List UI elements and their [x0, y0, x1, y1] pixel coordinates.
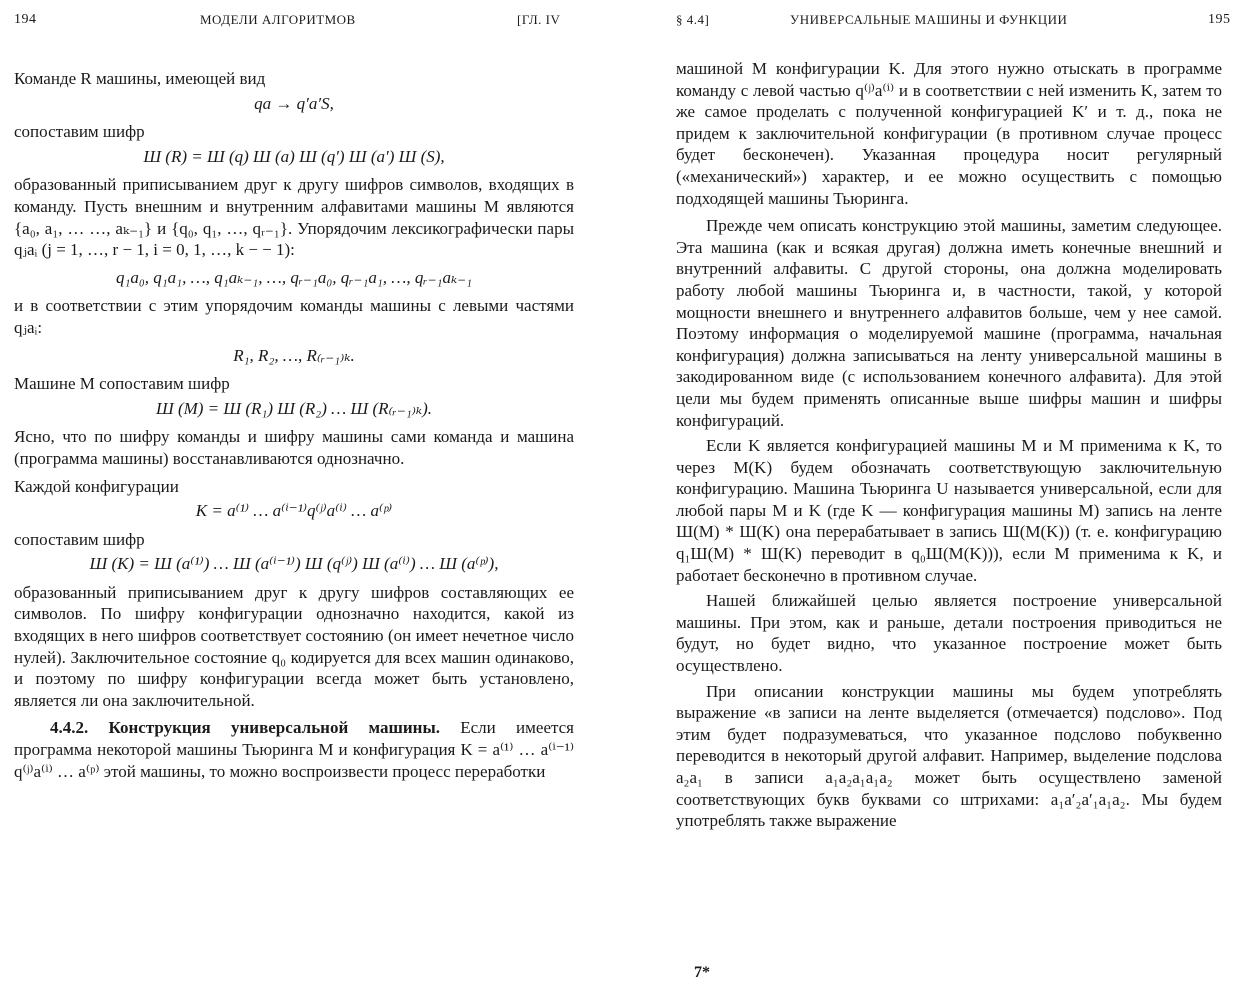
formula: R₁, R₂, …, R₍ᵣ₋₁₎ₖ.: [233, 345, 355, 365]
right-running-title: УНИВЕРСАЛЬНЫЕ МАШИНЫ И ФУНКЦИИ: [790, 12, 1068, 27]
left-page: [0, 0, 620, 988]
section-heading: 4.4.2. Конструкция универсальной машины.: [50, 718, 440, 738]
left-page-number: 194: [14, 12, 37, 27]
right-page-number: 195: [1208, 12, 1231, 27]
paragraph: сопоставим шифр: [14, 529, 145, 549]
formula: Ш (K) = Ш (a⁽¹⁾) … Ш (a⁽ⁱ⁻¹⁾) Ш (q⁽ʲ⁾) Ш (a⁽ⁱ⁾) … Ш (a⁽ᵖ⁾),: [89, 554, 499, 574]
paragraph: машиной M конфигурации K. Для этого нужно отыскать в программе команду с левой частью q⁽ʲ⁾a⁽ⁱ⁾ и в соответствии с ней изменить K, затем то же самое проделать с полученной конфигурацией K′ и т. д., пока не придем к заключительной конфигурации (в противном случае процесс будет бесконечен). Указанная процедура носит регулярный («механический») характер, и ее можно осуществить с помощью подходящей машины Тьюринга.: [676, 59, 1222, 208]
paragraph: Каждой конфигурации: [14, 476, 179, 496]
paragraph: Команде R машины, имеющей вид: [14, 69, 266, 88]
formula: K = a⁽¹⁾ … a⁽ⁱ⁻¹⁾q⁽ʲ⁾a⁽ⁱ⁾ … a⁽ᵖ⁾: [195, 501, 393, 521]
right-page: [628, 0, 1248, 988]
left-running-title: МОДЕЛИ АЛГОРИТМОВ: [200, 12, 356, 27]
paragraph: Если K является конфигурацией машины M и M применима к K, то через M(K) будем обозначать соответствующую заключительную конфигурацию. Машина Тьюринга U называется универсальной, если для любой пары M и K (где K — конфигурация машины M) запись на ленте Ш(M) * Ш(K) она перерабатывает в запись Ш(M(K)) (т. е. конфигурацию q₁Ш(M) * Ш(K) переводит в q₀Ш(M(K))), если M применима к K, и работает бесконечно в противном случае.: [676, 436, 1222, 585]
paragraph: Машине M сопоставим шифр: [14, 374, 230, 394]
section-paragraph: [14, 717, 574, 782]
paragraph: и в соответствии с этим упорядочим команды машины с левыми частями qⱼaᵢ:: [14, 296, 574, 337]
paragraph: Прежде чем описать конструкцию этой машины, заметим следующее. Эта машина (как и всякая другая) должна иметь конечные внешний и внутренний алфавиты. С другой стороны, она должна моделировать работу любой машины Тьюринга и, в частности, такой, у которой мощности внешнего и внутреннего алфавитов больше, чем у нее самой. Поэтому информация о моделируемой машине (программа, начальная конфигурация) должна записываться на ленту универсальной машины в закодированном виде (с использованием конечного алфавита). Для этой цели мы будем применять описанные выше шифры машин и шифры конфигураций.: [676, 216, 1222, 430]
section-text: Если имеется программа некоторой машины Тьюринга M и конфигурация K = a⁽¹⁾ … a⁽ⁱ⁻¹⁾q⁽ʲ⁾a⁽ⁱ⁾ … a⁽ᵖ⁾ этой машины, то можно воспроизвести процесс переработки: [14, 718, 574, 781]
paragraph: Ясно, что по шифру команды и шифру машины сами команда и машина (программа машины) восстанавливаются однозначно.: [14, 427, 574, 468]
left-page-body: [14, 68, 574, 786]
signature-mark: 7*: [694, 964, 710, 981]
paragraph: образованный приписыванием друг к другу шифров составляющих ее символов. По шифру конфигурации однозначно находится, какой из входящих в него шифров соответствует состоянию (он имеет нечетное число нулей). Заключительное состояние q₀ кодируется для всех машин одинаково, и поэтому по шифру конфигурации всегда может быть установлено, является ли она заключительной.: [14, 582, 574, 710]
paragraph: Нашей ближайшей целью является построение универсальной машины. При этом, как и раньше, детали построения приводиться не будут, но будет видно, что указанное построение может быть осуществлено.: [676, 591, 1222, 676]
left-chapter-label: [ГЛ. IV: [517, 12, 561, 27]
right-page-body: [676, 58, 1222, 836]
formula: q₁a₀, q₁a₁, …, q₁aₖ₋₁, …, qᵣ₋₁a₀, qᵣ₋₁a₁, …, qᵣ₋₁aₖ₋₁: [115, 267, 473, 287]
paragraph: образованный приписыванием друг к другу шифров символов, входящих в команду. Пусть внешним и внутренним алфавитами машины M являются {a₀, a₁, … …, aₖ₋₁} и {q₀, q₁, …, qᵣ₋₁}. Упорядочим лексикографически пары qⱼaᵢ (j = 1, …, r − 1, i = 0, 1, …, k − − 1):: [14, 175, 574, 260]
formula: Ш (R) = Ш (q) Ш (a) Ш (q′) Ш (a′) Ш (S),: [143, 146, 445, 166]
paragraph: сопоставим шифр: [14, 122, 145, 142]
formula: qa → q′a′S,: [254, 93, 334, 113]
formula: Ш (M) = Ш (R₁) Ш (R₂) … Ш (R₍ᵣ₋₁₎ₖ).: [155, 398, 433, 418]
paragraph: При описании конструкции машины мы будем употреблять выражение «в записи на ленте выделяется (отмечается) подслово». Под этим будет подразумеваться, что указанное подслово побуквенно переводится в некоторый другой алфавит. Например, выделение подслова a₂a₁ в записи a₁a₂a₁a₁a₂ может быть осуществлено заменой соответствующих букв буквами со штрихами: a₁a′₂a′₁a₁a₂. Мы будем употреблять также выражение: [676, 681, 1222, 831]
right-section-label: § 4.4]: [676, 12, 710, 27]
